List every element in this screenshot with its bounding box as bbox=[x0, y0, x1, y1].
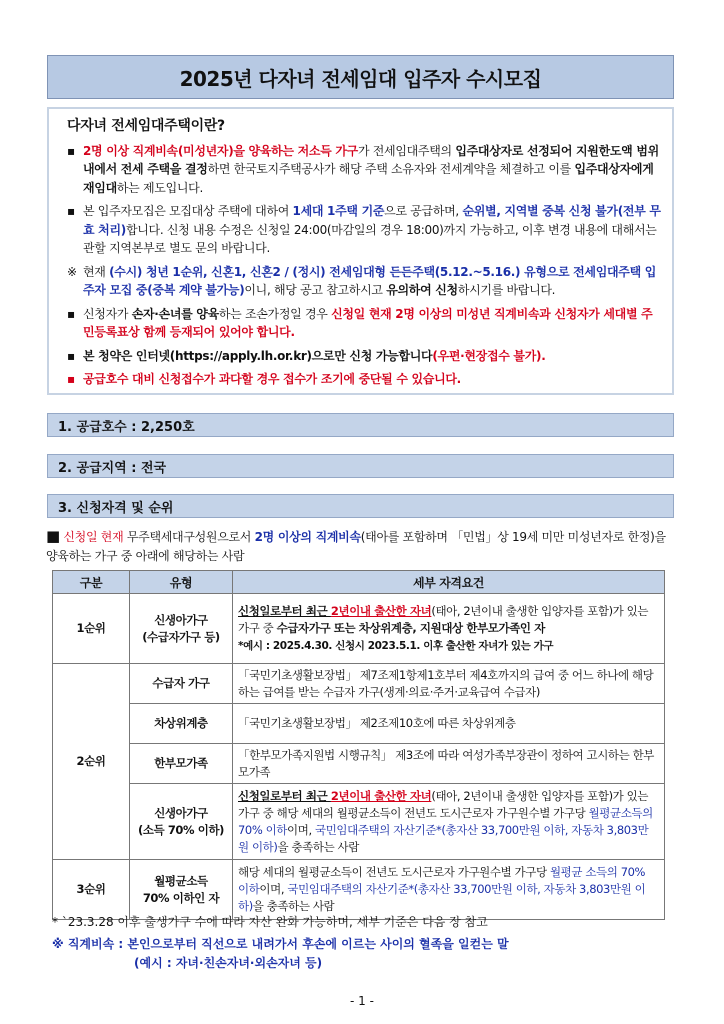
n-t2: 이니, 해당 공고 참고하시고 bbox=[244, 283, 387, 297]
r1-d: 수급자가구 또는 차상위계층, 지원대상 한부모가족인 자 bbox=[276, 620, 545, 635]
requirement-cell: 「국민기초생활보장법」 제2조제10호에 따른 차상위계층 bbox=[233, 704, 665, 744]
intro-heading: 다자녀 전세임대주택이란? bbox=[67, 118, 225, 134]
table-row bbox=[53, 744, 665, 784]
b1-t1: 가 전세임대주택의 bbox=[357, 143, 456, 158]
b2-t3: 합니다. 신청 내용 수정은 신청일 24:00(마감일의 경우 18:00)까지 가능하고, 이후 변경 내용에 대해서는 관할 지역본부로 별도 문의 바랍니다. bbox=[83, 222, 657, 255]
b1-red: 2명 이상 직계비속(미성년자)을 양육하는 저소득 가구 bbox=[83, 143, 358, 158]
b2-blue2: 순위별, 지역별 중복 신청 불가(전부 무효 처리) bbox=[83, 204, 661, 237]
requirement-cell bbox=[233, 784, 665, 860]
section-1-label: 1. 공급호수 : 2,250호 bbox=[58, 419, 195, 435]
section-3-label: 3. 신청자격 및 순위 bbox=[58, 500, 174, 516]
r2d-g: 을 충족하는 사람 bbox=[277, 839, 359, 854]
b2-t2: 으로 공급하며, bbox=[384, 204, 463, 218]
b3-t2: 하는 조손가정일 경우 bbox=[218, 306, 332, 321]
crit-t1: 무주택세대구성원으로서 bbox=[123, 530, 255, 544]
r2d-d: 월평균소득의 70% 이하 bbox=[238, 805, 653, 837]
r2d-b: 2년이내 출산한 자녀 bbox=[330, 788, 432, 803]
r3-a: 해당 세대의 월평균소득이 전년도 도시근로자 가구원수별 가구당 bbox=[238, 865, 550, 879]
r2d-f: 국민임대주택의 자산기준*(총자산 33,700만원 이하, 자동차 3,803만원 이하) bbox=[238, 822, 649, 854]
definition-line-1: ※ 직계비속 : 본인으로부터 직선으로 내려가서 후손에 이르는 사이의 혈족을 일컫는 말 bbox=[52, 937, 509, 951]
b1-bold2: 입주대상자에게 재임대 bbox=[83, 162, 654, 195]
section-supply-count bbox=[47, 413, 674, 437]
b2-t1: 본 입주자모집은 모집대상 주택에 대하여 bbox=[83, 204, 293, 218]
b3-red: 신청일 현재 2명 이상의 미성년 직계비속과 신청자가 세대별 주민등록표상 함께 등재되어 있어야 합니다. bbox=[83, 306, 653, 339]
b3-t1: 신청자가 bbox=[83, 306, 132, 321]
b3-bold1: 손자·손녀를 양육 bbox=[131, 306, 219, 321]
square-bullet-icon: ▪ bbox=[67, 204, 75, 218]
b4-bold: 본 청약은 인터넷(https://apply.lh.or.kr)으로만 신청 가능합니다 bbox=[83, 348, 433, 363]
table-row bbox=[53, 704, 665, 744]
intro-bullet-3 bbox=[63, 305, 662, 342]
intro-box bbox=[47, 107, 674, 395]
type-cell: 신생아가구 (수급자가구 등) bbox=[130, 594, 233, 664]
b5-red: 공급호수 대비 신청접수가 과다할 경우 접수가 조기에 중단될 수 있습니다. bbox=[83, 372, 461, 386]
type-cell: 신생아가구 (소득 70% 이하) bbox=[130, 784, 233, 860]
section-supply-region bbox=[47, 454, 674, 478]
r1-b: 2년이내 출산한 자녀 bbox=[330, 603, 432, 618]
b2-blue1: 1세대 1주택 기준 bbox=[292, 204, 385, 218]
intro-bullet-2 bbox=[63, 202, 662, 258]
intro-note bbox=[63, 263, 662, 300]
r1-c: (태아, 2년이내 출생한 입양자를 포함)가 있는 가구 중 bbox=[238, 603, 649, 635]
r1-a: 신청일로부터 최근 bbox=[238, 603, 331, 618]
square-bullet-icon: ▪ bbox=[67, 306, 75, 321]
rank-cell: 2순위 bbox=[53, 664, 130, 860]
type-cell: 월평균소득 70% 이하인 자 bbox=[130, 860, 233, 920]
crit-red: 신청일 현재 bbox=[63, 530, 124, 544]
requirement-cell bbox=[233, 860, 665, 920]
b4-red: (우편·현장접수 불가). bbox=[432, 348, 546, 363]
definition-line-2: (예시 : 자녀·친손자녀·외손자녀 등) bbox=[134, 956, 323, 970]
b1-t3: 하는 제도입니다. bbox=[116, 180, 203, 195]
intro-bullet-4 bbox=[63, 347, 662, 366]
section-2-label: 2. 공급지역 : 전국 bbox=[58, 460, 167, 476]
b1-t2: 하면 한국토지주택공사가 해당 주택 소유자와 전세계약을 체결하고 이를 bbox=[207, 162, 575, 176]
square-bullet-icon: ▪ bbox=[67, 372, 75, 386]
definition-note bbox=[52, 935, 509, 973]
requirement-cell bbox=[233, 594, 665, 664]
section-eligibility bbox=[47, 494, 674, 518]
type-cell: 수급자 가구 bbox=[130, 664, 233, 704]
n-bold: 유의하여 신청 bbox=[386, 283, 458, 297]
footnote: * `23.3.28 이후 출생가구 수에 따라 자산 완화 가능하며, 세부 기준은 다음 장 참고 bbox=[52, 915, 488, 929]
r3-d: 국민임대주택의 자산기준*(총자산 33,700만원 이하, 자동차 3,803만원 이하) bbox=[238, 882, 646, 913]
rank-cell: 1순위 bbox=[53, 594, 130, 664]
type-cell: 한부모가족 bbox=[130, 744, 233, 784]
eligibility-criteria bbox=[46, 527, 678, 566]
n-blue1: (수시) 청년 1순위, 신혼1, 신혼2 / (정시) 전세임대형 든든주택(5.12.~5.16.) 유형으로 전세임대주택 입주자 모집 중(중복 계약 불가능) bbox=[83, 264, 657, 297]
table-row bbox=[53, 664, 665, 704]
filled-square-icon: ■ bbox=[46, 527, 60, 545]
intro-bullet-5 bbox=[63, 370, 662, 389]
header-requirements: 세부 자격요건 bbox=[233, 571, 665, 594]
r3-b: 월평균 소득의 70% 이하 bbox=[238, 865, 646, 896]
rank-cell: 3순위 bbox=[53, 860, 130, 920]
r3-c: 이며, bbox=[259, 882, 288, 896]
header-category: 구분 bbox=[53, 571, 130, 594]
r1-note: *예시 : 2025.4.30. 신청시 2023.5.1. 이후 출산한 자녀가 있는 가구 bbox=[238, 639, 554, 652]
intro-bullet-1 bbox=[63, 142, 662, 198]
b1-bold1: 입주대상자로 선정되어 지원한도액 범위 내에서 전세 주택을 결정 bbox=[83, 143, 659, 176]
requirement-cell: 「국민기초생활보장법」 제7조제1항제1호부터 제4호까지의 급여 중 어느 하나에 해당하는 급여를 받는 수급자 가구(생계·의료·주거·교육급여 수급자) bbox=[233, 664, 665, 704]
crit-t2: (태아를 포함하며 「민법」상 19세 미만 미성년자로 한정)을 양육하는 가구 중 아래에 해당하는 사람 bbox=[46, 530, 666, 563]
table-header-row bbox=[53, 571, 665, 594]
r3-e: 을 충족하는 사람 bbox=[252, 899, 335, 913]
table-row bbox=[53, 784, 665, 860]
square-bullet-icon: ▪ bbox=[67, 143, 75, 158]
page-title bbox=[47, 55, 674, 99]
header-type: 유형 bbox=[130, 571, 233, 594]
r2d-a: 신청일로부터 최근 bbox=[238, 788, 331, 803]
table-row bbox=[53, 594, 665, 664]
table-row bbox=[53, 860, 665, 920]
crit-blue: 2명 이상의 직계비속 bbox=[254, 530, 361, 544]
page-number: - 1 - bbox=[350, 994, 374, 1008]
eligibility-table bbox=[52, 570, 665, 920]
title-text: 2025년 다자녀 전세임대 입주자 수시모집 bbox=[179, 66, 542, 91]
n-t3: 하시기를 바랍니다. bbox=[457, 283, 556, 297]
n-t1: 현재 bbox=[83, 264, 110, 279]
square-bullet-icon: ▪ bbox=[67, 348, 75, 363]
r2d-c: (태아, 2년이내 출생한 입양자를 포함)가 있는 가구 중 해당 세대의 월평균소득이 전년도 도시근로자 가구원수별 가구당 bbox=[238, 788, 649, 820]
type-cell: 차상위계층 bbox=[130, 704, 233, 744]
r2d-e: 이며, bbox=[287, 822, 315, 837]
reference-mark-icon: ※ bbox=[67, 264, 77, 279]
requirement-cell: 「한부모가족지원법 시행규칙」 제3조에 따라 여성가족부장관이 정하여 고시하는 한부모가족 bbox=[233, 744, 665, 784]
